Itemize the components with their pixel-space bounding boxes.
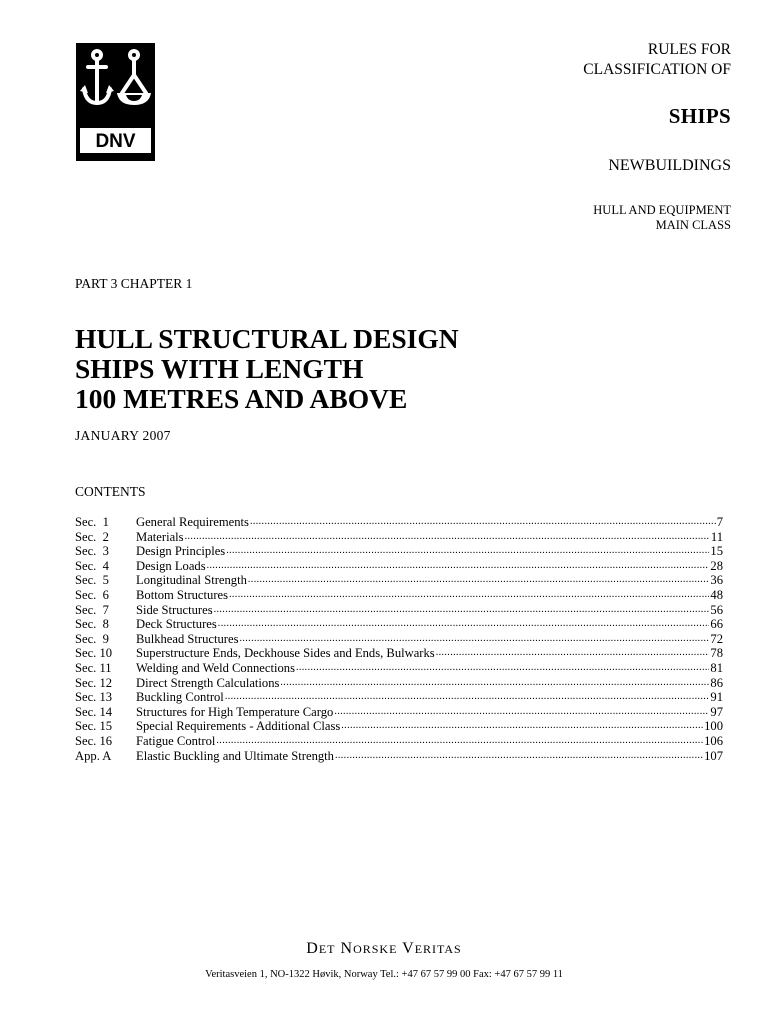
toc-leader-dots [218, 617, 710, 632]
toc-row [75, 734, 723, 749]
toc-leader-dots [341, 719, 703, 734]
toc-row [75, 515, 723, 530]
hull-heading [593, 203, 731, 233]
toc-leader-dots [214, 603, 710, 618]
toc-row [75, 661, 723, 676]
toc-leader-dots [248, 573, 710, 588]
toc-section-number: Sec. 15 [75, 719, 113, 734]
toc-page-number: 78 [710, 646, 723, 661]
toc-page-number: 72 [710, 631, 723, 646]
toc-section-title: Welding and Weld Connections [136, 660, 295, 675]
rules-heading [583, 40, 731, 80]
part-chapter: PART 3 CHAPTER 1 [75, 276, 193, 291]
toc-row [75, 603, 723, 618]
toc-page-number: 48 [710, 587, 723, 602]
toc-page-number: 7 [716, 515, 723, 529]
toc-leader-dots [216, 734, 703, 749]
toc-section-title: Deck Structures [136, 617, 217, 632]
toc-section-title: Special Requirements - Additional Class [136, 719, 341, 734]
toc-row [75, 559, 723, 574]
toc-section-title: Fatigue Control [136, 733, 216, 748]
hull-line-1: HULL AND EQUIPMENT [593, 203, 731, 217]
footer-address: Veritasveien 1, NO-1322 Høvik, Norway Tel.: +47 67 57 99 00 Fax: +47 67 57 99 11 [205, 969, 563, 980]
toc-page-number: 106 [704, 733, 723, 748]
document-title [75, 324, 459, 414]
toc-leader-dots [335, 749, 703, 764]
toc-leader-dots [280, 676, 709, 691]
toc-section-title: Side Structures [136, 602, 213, 617]
toc-page-number: 56 [710, 602, 723, 617]
toc-section-title: Superstructure Ends, Deckhouse Sides and Ends, Bulwarks [136, 646, 435, 661]
toc-section-number: Sec. 6 [75, 587, 109, 602]
table-of-contents [75, 515, 723, 763]
toc-leader-dots [436, 646, 710, 661]
toc-row [75, 632, 723, 647]
toc-section-number: Sec. 1 [75, 515, 109, 529]
ships-heading: SHIPS [668, 104, 731, 128]
title-line-3: 100 METRES AND ABOVE [75, 383, 408, 414]
toc-section-number: Sec. 16 [75, 733, 113, 748]
toc-leader-dots [296, 661, 709, 676]
toc-row [75, 749, 723, 764]
toc-section-number: Sec. 9 [75, 631, 109, 646]
toc-section-number: Sec. 4 [75, 558, 109, 573]
toc-page-number: 107 [704, 748, 723, 763]
toc-page-number: 100 [704, 719, 723, 734]
toc-section-title: Structures for High Temperature Cargo [136, 704, 334, 719]
toc-section-number: Sec. 14 [75, 704, 113, 719]
toc-leader-dots [226, 544, 709, 559]
toc-page-number: 11 [710, 529, 723, 544]
anchor-scales-icon [76, 43, 155, 161]
toc-row [75, 617, 723, 632]
toc-page-number: 97 [710, 704, 723, 719]
toc-section-title: Buckling Control [136, 690, 224, 705]
toc-leader-dots [185, 530, 710, 545]
toc-leader-dots [225, 690, 710, 705]
toc-page-number: 91 [710, 690, 723, 705]
toc-page-number: 66 [710, 617, 723, 632]
toc-row [75, 530, 723, 545]
toc-section-title: Bottom Structures [136, 587, 228, 602]
publication-date: JANUARY 2007 [75, 428, 171, 443]
dnv-logo-text: DNV [95, 131, 136, 152]
rules-line-1: RULES FOR [647, 41, 731, 58]
toc-leader-dots [239, 632, 709, 647]
title-line-2: SHIPS WITH LENGTH [75, 353, 364, 384]
toc-leader-dots [250, 515, 716, 530]
toc-row [75, 544, 723, 559]
toc-section-title: Materials [136, 529, 184, 544]
title-line-1: HULL STRUCTURAL DESIGN [75, 323, 459, 354]
toc-row [75, 588, 723, 603]
footer-publisher: DET NORSKE VERITAS [306, 940, 462, 957]
toc-section-title: Longitudinal Strength [136, 573, 247, 588]
toc-section-title: General Requirements [136, 515, 249, 529]
toc-leader-dots [207, 559, 710, 574]
toc-section-number: Sec. 8 [75, 617, 109, 632]
toc-section-number: Sec. 7 [75, 602, 109, 617]
toc-leader-dots [229, 588, 709, 603]
contents-heading: CONTENTS [75, 484, 146, 499]
toc-section-number: Sec. 13 [75, 690, 113, 705]
toc-row [75, 573, 723, 588]
toc-section-title: Design Principles [136, 544, 226, 559]
hull-line-2: MAIN CLASS [655, 218, 731, 232]
toc-page-number: 81 [710, 660, 723, 675]
toc-section-title: Direct Strength Calculations [136, 675, 280, 690]
toc-row [75, 719, 723, 734]
toc-page-number: 86 [710, 675, 723, 690]
toc-section-number: App. A [75, 748, 112, 763]
toc-page-number: 15 [710, 544, 723, 559]
rules-line-2: CLASSIFICATION OF [583, 61, 731, 78]
toc-section-title: Elastic Buckling and Ultimate Strength [136, 748, 334, 763]
toc-page-number: 36 [710, 573, 723, 588]
toc-section-number: Sec. 3 [75, 544, 109, 559]
toc-section-number: Sec. 2 [75, 529, 109, 544]
newbuildings-heading: NEWBUILDINGS [608, 157, 731, 174]
toc-row [75, 690, 723, 705]
toc-leader-dots [334, 705, 709, 720]
dnv-logo [76, 43, 155, 161]
toc-row [75, 676, 723, 691]
toc-row [75, 646, 723, 661]
toc-section-number: Sec. 11 [75, 660, 112, 675]
toc-page-number: 28 [710, 558, 723, 573]
toc-section-title: Design Loads [136, 558, 206, 573]
toc-row [75, 705, 723, 720]
toc-section-title: Bulkhead Structures [136, 631, 239, 646]
toc-section-number: Sec. 12 [75, 675, 113, 690]
toc-section-number: Sec. 10 [75, 646, 113, 661]
toc-section-number: Sec. 5 [75, 573, 109, 588]
